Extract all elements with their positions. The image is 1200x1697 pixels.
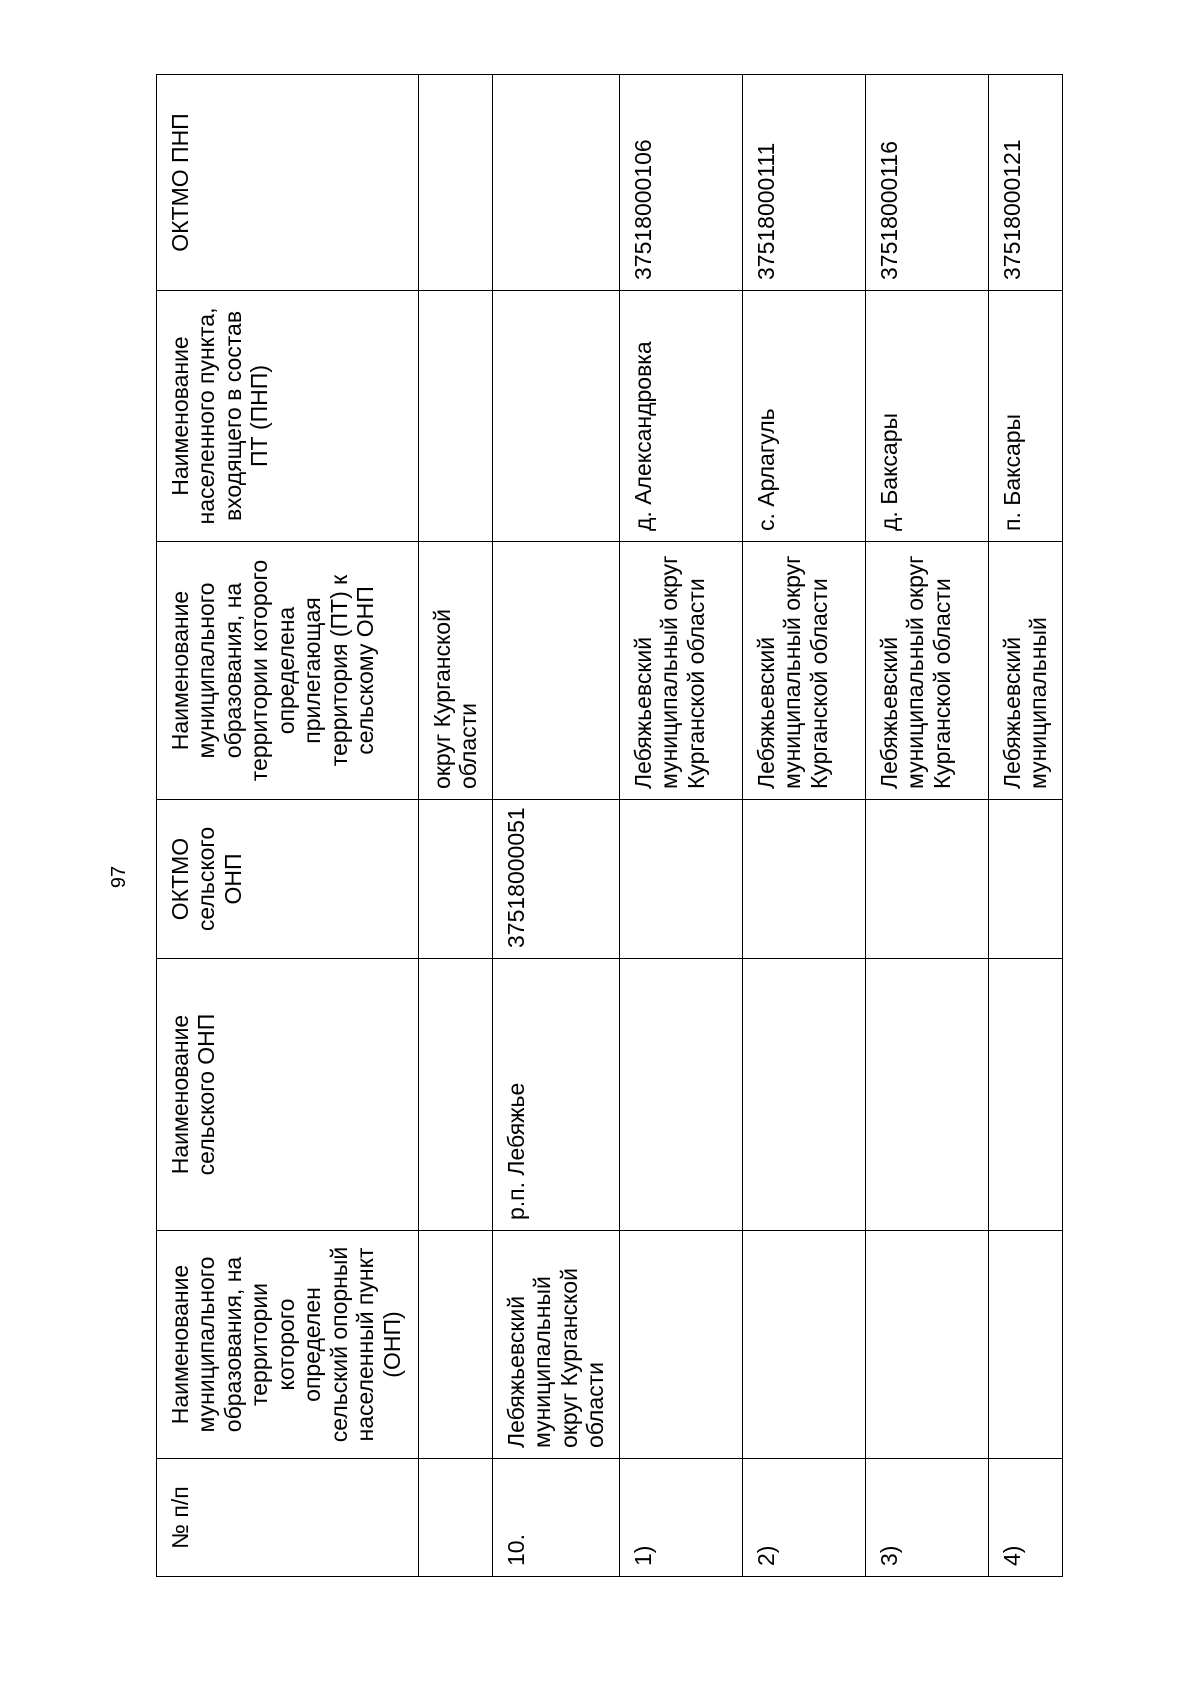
cell-onp-oktmo [865, 800, 988, 959]
cell-pnp-oktmo [419, 75, 493, 291]
cell-pnp-oktmo: 37518000121 [988, 75, 1062, 291]
cell-pnp-oktmo: 37518000106 [619, 75, 742, 291]
cell-onp-name [865, 959, 988, 1231]
cell-pnp-name: д. Александровка [619, 291, 742, 542]
table-row [988, 75, 1062, 1577]
page-number: 97 [108, 865, 130, 889]
cell-pnp-name [419, 291, 493, 542]
cell-pnp-name: п. Баксары [988, 291, 1062, 542]
cell-onp-oktmo [419, 800, 493, 959]
header-pnp-oktmo: ОКТМО ПНП [157, 75, 419, 291]
cell-pnp-name: д. Баксары [865, 291, 988, 542]
cell-pnp-oktmo [492, 75, 619, 291]
cell-onp-oktmo [619, 800, 742, 959]
cell-municipality-pt: Лебяжьевский муниципальный [988, 542, 1062, 800]
cell-onp-name [419, 959, 493, 1231]
cell-pnp-oktmo: 37518000111 [742, 75, 865, 291]
cell-municipality-onp [619, 1231, 742, 1459]
cell-number: 2) [742, 1459, 865, 1577]
table-row [619, 75, 742, 1577]
table-row [419, 75, 493, 1577]
cell-municipality-onp [742, 1231, 865, 1459]
cell-pnp-name: с. Арлагуль [742, 291, 865, 542]
cell-pnp-oktmo: 37518000116 [865, 75, 988, 291]
cell-municipality-pt: округ Курганской области [419, 542, 493, 800]
cell-onp-name [742, 959, 865, 1231]
cell-municipality-pt: Лебяжьевский муниципальный округ Курганской области [742, 542, 865, 800]
table-row [865, 75, 988, 1577]
cell-number: 3) [865, 1459, 988, 1577]
cell-municipality-pt [492, 542, 619, 800]
cell-municipality-onp [865, 1231, 988, 1459]
cell-onp-name [619, 959, 742, 1231]
cell-municipality-onp: Лебяжьевский муниципальный округ Курганской области [492, 1231, 619, 1459]
table-header-row [157, 75, 419, 1577]
onp-table [156, 74, 1063, 1577]
cell-onp-oktmo [742, 800, 865, 959]
cell-municipality-pt: Лебяжьевский муниципальный округ Курганской области [865, 542, 988, 800]
header-municipality-pt: Наименование муниципального образования, на территории которого определена прилегающая территория (ПТ) к сельскому ОНП [157, 542, 419, 800]
cell-number: 10. [492, 1459, 619, 1577]
header-onp-oktmo: ОКТМО сельского ОНП [157, 800, 419, 959]
cell-number: 1) [619, 1459, 742, 1577]
cell-municipality-onp [419, 1231, 493, 1459]
header-pnp-name: Наименование населенного пункта, входящего в состав ПТ (ПНП) [157, 291, 419, 542]
cell-pnp-name [492, 291, 619, 542]
cell-onp-oktmo: 37518000051 [492, 800, 619, 959]
cell-number [419, 1459, 493, 1577]
cell-onp-name [988, 959, 1062, 1231]
cell-number: 4) [988, 1459, 1062, 1577]
cell-onp-name: р.п. Лебяжье [492, 959, 619, 1231]
cell-municipality-pt: Лебяжьевский муниципальный округ Курганской области [619, 542, 742, 800]
cell-municipality-onp [988, 1231, 1062, 1459]
table-row [492, 75, 619, 1577]
header-municipality-onp: Наименование муниципального образования, на территории которого определен сельский опорный населенный пункт (ОНП) [157, 1231, 419, 1459]
header-number: № п/п [157, 1459, 419, 1577]
header-onp-name: Наименование сельского ОНП [157, 959, 419, 1231]
cell-onp-oktmo [988, 800, 1062, 959]
table-row [742, 75, 865, 1577]
